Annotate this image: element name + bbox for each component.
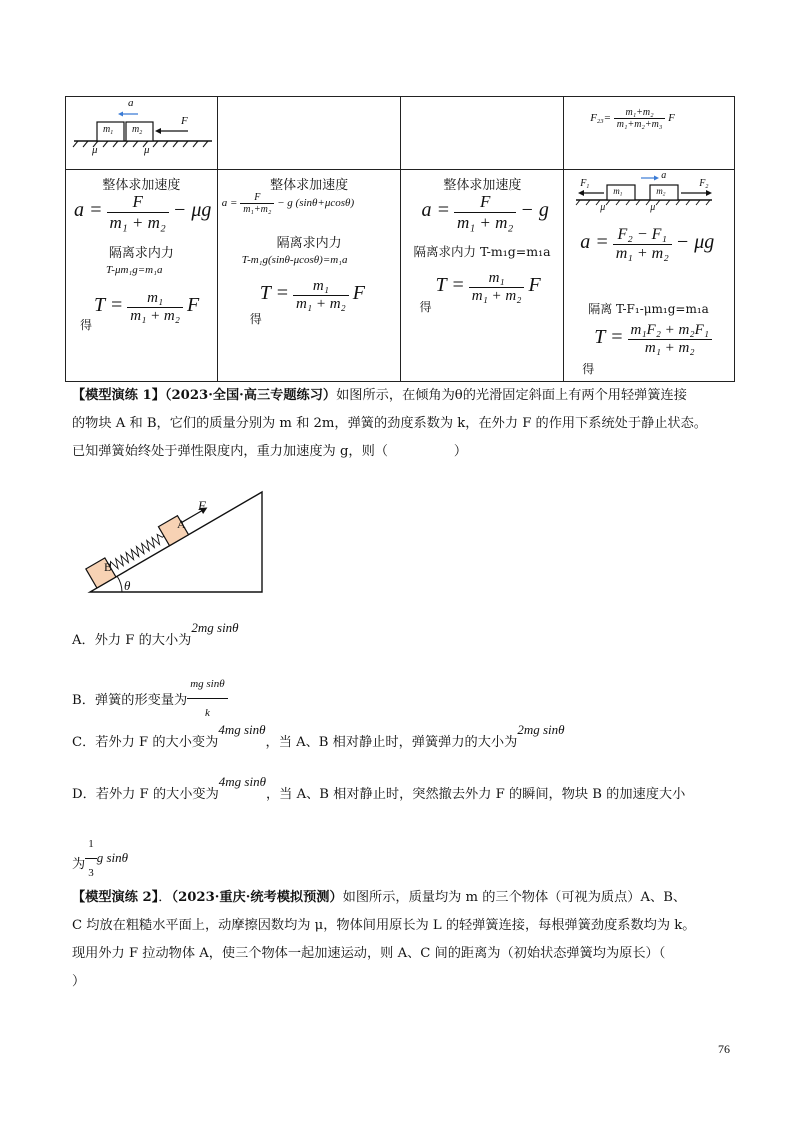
problem2-line4: ） (72, 974, 86, 989)
incline-force-label: F (198, 498, 206, 513)
accel-label: a (128, 97, 134, 109)
col2-heading: 整体求加速度 (270, 178, 349, 193)
block-m1-label: $m_1$ (613, 186, 623, 198)
table-cell-col3 (401, 170, 564, 382)
table-cell-col4 (564, 170, 735, 382)
friction-label-1: μ (92, 144, 98, 156)
col1-equation: T-μm₁g=m₁a (106, 264, 163, 276)
block-m2-label: $m_2$ (132, 124, 143, 136)
col1-heading: 整体求加速度 (102, 178, 181, 193)
table-cell-figure-1 (66, 97, 218, 170)
option-C-text-1: C．若外力 F 的大小变为 (72, 735, 219, 750)
problem1-line1 (72, 382, 742, 410)
table-cell-col2 (217, 170, 401, 382)
option-D-tail: g sinθ (96, 850, 128, 865)
problem2-line1 (72, 884, 742, 912)
formula-table (65, 96, 735, 382)
col1-de: 得 (80, 318, 93, 332)
problem2-line3: 现用外力 F 拉动物体 A，使三个物体一起加速运动，则 A、C 间的距离为（初始状态弹簧均为原长）（ (72, 946, 666, 961)
block-B-label: B (104, 560, 113, 574)
page-number: 76 (718, 1042, 730, 1056)
option-C[interactable] (72, 722, 565, 757)
problem1-line3: 已知弹簧始终处于弹性限度内，重力加速度为 g，则（ ） (72, 444, 468, 459)
col3-heading: 整体求加速度 (443, 178, 522, 193)
col2-T-formula: T = $\frac{\text{m₁}}{\text{m₁ + m₂}}$ F (259, 278, 365, 312)
option-A[interactable] (72, 620, 239, 655)
col1-T-formula: T = $\frac{\text{m₁}}{\text{m₁ + m₂}}$ F (94, 290, 200, 324)
table-cell-col1 (66, 170, 218, 382)
friction-label-2: μ (144, 144, 150, 156)
option-A-text: A．外力 F 的大小为 (72, 633, 192, 648)
block-A-label: A (177, 517, 186, 531)
option-D-text-2: ，当 A、B 相对静止时，突然撤去外力 F 的瞬间，物块 B 的加速度大小 (266, 787, 686, 802)
option-C-text-2: ，当 A、B 相对静止时，弹簧弹力的大小为 (265, 735, 518, 750)
friction-label-2: μ (650, 202, 656, 213)
option-D-pre: 为 (72, 857, 86, 872)
friction-label-1: μ (600, 202, 606, 213)
option-B[interactable] (72, 672, 228, 729)
option-D-expr-1: 4mg sinθ (218, 774, 266, 789)
option-B-frac: $\frac{\text{mg sinθ}}{k}$ (187, 670, 227, 727)
problem2-line2: C 均放在粗糙水平面上，动摩擦因数均为 μ，物体间用原长为 L 的轻弹簧连接，每根弹簧劲度系数均为 k。 (72, 918, 696, 933)
col4-T-formula: T = $\frac{\text{m₁F₂ + m₂F₁}}{\text{m₁ + m₂}}$ (594, 322, 712, 357)
col3-T-formula: T = $\frac{\text{m₁}}{\text{m₁ + m₂}}$ F (435, 270, 541, 304)
option-B-text: B．弹簧的形变量为 (72, 693, 188, 708)
col2-isolate: 隔离求内力 (276, 236, 342, 251)
option-C-expr-2: 2mg sinθ (517, 722, 565, 737)
block-m1-label: $m_1$ (103, 124, 114, 136)
problem1-stem (72, 382, 742, 466)
problem1-line2: 的物块 A 和 B，它们的质量分别为 m 和 2m，弹簧的劲度系数为 k，在外力 F 的作用下系统处于静止状态。 (72, 416, 707, 431)
force-F2-label: $F_2$ (699, 178, 709, 190)
f23-formula: $F_{23}=$ $\frac{\text{m₁+m₂}}{\text{m₁+m₂+m₃}}$ F (590, 107, 675, 130)
col3-accel-formula: a = $\frac{F}{\text{m₁ + m₂}}$ − g (421, 192, 549, 232)
col2-accel-formula: a = $\frac{F}{\text{m₁+m₂}}$ − g (sinθ+μcosθ) (221, 192, 355, 215)
table-cell-empty-2 (401, 97, 564, 170)
accel-a-label: a (661, 170, 667, 181)
angle-theta-label: θ (124, 578, 131, 593)
option-D-text-1: D．若外力 F 的大小变为 (72, 787, 219, 802)
col3-isolate: 隔离求内力 T-m₁g=m₁a (413, 244, 551, 259)
problem1-source: （2023·全国·高三专题练习） (164, 388, 337, 403)
col1-accel-formula: a = $\frac{F}{\text{m₁ + m₂}}$ − μg (74, 192, 212, 232)
force-label: F (181, 115, 188, 127)
col4-de: 得 (582, 362, 595, 376)
force-F1-label: $F_1$ (580, 178, 590, 190)
problem2-source: （2023·重庆·统考模拟预测） (171, 890, 343, 905)
col2-de: 得 (249, 312, 262, 326)
problem2-tag: 【模型演练 2】 (72, 890, 159, 905)
problem2-stem (72, 884, 742, 996)
option-C-expr-1: 4mg sinθ (218, 722, 266, 737)
incline-figure (84, 486, 274, 598)
option-D-frac: $\frac{1}{3}$ (85, 830, 97, 887)
problem1-tag: 【模型演练 1】 (72, 388, 165, 403)
problem2-dot: ． (158, 890, 172, 905)
table-cell-empty-1 (217, 97, 401, 170)
option-A-expr: 2mg sinθ (191, 620, 239, 635)
block-m2-label: $m_2$ (656, 186, 666, 198)
col2-equation: T-m₁g(sinθ-μcosθ)=m₁a (241, 254, 348, 266)
table-cell-f23 (564, 97, 735, 170)
col3-de: 得 (419, 300, 432, 314)
col4-accel-formula: a = $\frac{\text{F₂ − F₁}}{\text{m₁ + m₂}}$ − μg (580, 226, 715, 262)
problem2-text-1: 如图所示，质量均为 m 的三个物体（可视为质点）A、B、 (342, 890, 687, 905)
col4-isolate: 隔离 T-F₁-μm₁g=m₁a (588, 302, 709, 316)
option-D[interactable] (72, 774, 686, 809)
col1-isolate: 隔离求内力 (108, 246, 174, 261)
problem1-text-1: 如图所示，在倾角为θ的光滑固定斜面上有两个用轻弹簧连接 (336, 388, 687, 403)
